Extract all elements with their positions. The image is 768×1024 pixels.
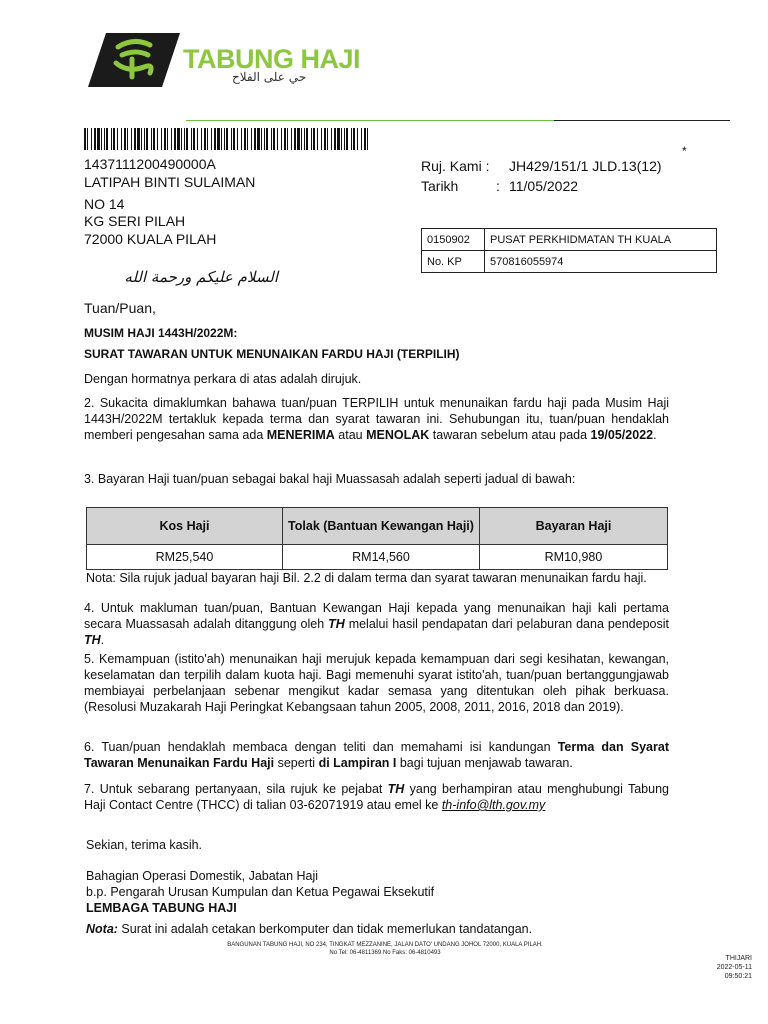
signatory-organization: LEMBAGA TABUNG HAJI (86, 901, 237, 915)
computer-note (86, 922, 532, 936)
paragraph-5: 5. Kemampuan (istito'ah) menunaikan haji merujuk kepada kemampuan dari segi kesihatan, kewangan, keselamatan dan terpilih dalam kuota haji. Bagi memenuhi syarat istito'ah, tuan/puan bertanggungjawab membiayai perbelanjaan sebenar mengikut kadar semasa yang ditentukan oleh pihak berkuasa. (Resolusi Muzakarah Haji Peringkat Kebangsaan tahun 2005, 2008, 2011, 2016, 2018 dan 2019). (84, 652, 669, 714)
lampiran-text: di Lampiran I (318, 756, 397, 770)
paragraph-text: yang berhampiran atau menghubungi Tabung Haji Contact Centre (THCC) di talian 03-62071919 atau emel ke (84, 782, 669, 812)
salam-calligraphy: السلام عليكم ورحمة الله (124, 268, 278, 286)
email-link[interactable]: th-info@lth.gov.my (441, 798, 546, 812)
greeting: Tuan/Puan, (84, 300, 156, 316)
ruj-label: Ruj. Kami : (421, 158, 490, 174)
column-header: Tolak (Bantuan Kewangan Haji) (283, 508, 480, 545)
paragraph-text: . (100, 633, 105, 647)
closing-text: Sekian, terima kasih. (86, 838, 203, 852)
intro-text: Dengan hormatnya perkara di atas adalah dirujuk. (84, 372, 362, 386)
table-header-row (87, 508, 668, 545)
paragraph-text: . (653, 428, 657, 442)
paragraph-text: seperti (274, 756, 319, 770)
th-text: TH (84, 633, 101, 647)
header-divider-black (554, 120, 730, 121)
tarikh-value: 11/05/2022 (509, 178, 579, 194)
signatory-title: b.p. Pengarah Urusan Kumpulan dan Ketua Pegawai Eksekutif (86, 885, 435, 899)
table-row (87, 545, 668, 570)
column-header: Kos Haji (87, 508, 283, 545)
heading-surat: SURAT TAWARAN UNTUK MENUNAIKAN FARDU HAJI (TERPILIH) (84, 347, 460, 361)
table-cell: RM25,540 (87, 545, 283, 570)
deadline-date: 19/05/2022 (590, 428, 654, 442)
table-cell: RM10,980 (480, 545, 668, 570)
paragraph-text: 6. Tuan/puan hendaklah membaca dengan teliti dan memahami isi kandungan (84, 740, 558, 754)
paragraph-2 (84, 395, 669, 443)
ruj-value: JH429/151/1 JLD.13(12) (509, 158, 662, 174)
tarikh-label: Tarikh (421, 178, 459, 194)
recipient-address-line3: 72000 KUALA PILAH (84, 231, 217, 247)
recipient-address-line1: NO 14 (84, 196, 125, 212)
brand-arabic-tagline: حي على الفلاح (232, 70, 307, 84)
recipient-name: LATIPAH BINTI SULAIMAN (84, 174, 256, 190)
menolak-text: MENOLAK (366, 428, 430, 442)
terma-syarat-text: Terma dan Syarat Tawaran Menunaikan Fardu Haji (84, 740, 669, 770)
paragraph-7 (84, 781, 669, 813)
paragraph-3: 3. Bayaran Haji tuan/puan sebagai bakal haji Muassasah adalah seperti jadual di bawah: (84, 472, 576, 486)
paragraph-text: bagi tujuan menjawab tawaran. (396, 756, 573, 770)
info-table (421, 228, 717, 273)
th-text: TH (328, 617, 345, 631)
barcode-icon (84, 128, 368, 150)
table-cell: RM14,560 (283, 545, 480, 570)
table-note: Nota: Sila rujuk jadual bayaran haji Bil. 2.2 di dalam terma dan syarat tawaran menunaikan fardu haji. (86, 571, 647, 585)
column-header: Bayaran Haji (480, 508, 668, 545)
nota-text: Surat ini adalah cetakan berkomputer dan tidak memerlukan tandatangan. (117, 922, 533, 936)
paragraph-text: 4. Untuk makluman tuan/puan, Bantuan Kewangan Haji kepada yang menunaikan haji kali pertama secara Muassasah adalah ditanggung oleh (84, 601, 669, 631)
paragraph-text: 7. Untuk sebarang pertanyaan, sila rujuk ke pejabat (84, 782, 388, 796)
paragraph-text: atau (334, 428, 367, 442)
paragraph-text: 2. Sukacita dimaklumkan bahawa tuan/puan TERPILIH untuk menunaikan fardu haji pada Musim Haji 1443H/2022M tertakluk kepada terma dan syarat tawaran ini. Sehubungan itu, tuan/puan hendaklah memberi pengesahan sama ada (84, 396, 669, 442)
table-row (422, 251, 717, 273)
footer-address: BANGUNAN TABUNG HAJI, NO 234, TINGKAT MEZZANINE, JALAN DATO' UNDANG JOHOL 72000, KUALA PILAH. (227, 942, 543, 948)
recipient-address-line2: KG SERI PILAH (84, 213, 186, 229)
table-cell: 0150902 (422, 229, 485, 251)
paragraph-text: melalui hasil pendapatan dari pelaburan dana pendeposit (344, 617, 669, 631)
th-text: TH (387, 782, 405, 796)
paragraph-6 (84, 739, 669, 771)
tarikh-colon: : (496, 178, 500, 194)
footer-phone: No Tel: 06-4811369 No Faks: 06-4810493 (329, 950, 441, 956)
table-row (422, 229, 717, 251)
footer-timestamp: 2022-05-11 09:50:21 (716, 964, 752, 980)
payment-table (86, 507, 668, 570)
table-cell: No. KP (422, 251, 485, 273)
signatory-department: Bahagian Operasi Domestik, Jabatan Haji (86, 869, 319, 883)
footer-user: THIJARI (725, 955, 752, 962)
tabung-haji-logo-icon (88, 33, 180, 87)
brand-name: TABUNG HAJI (183, 44, 361, 74)
table-cell: 570816055974 (485, 251, 717, 273)
table-cell: PUSAT PERKHIDMATAN TH KUALA (485, 229, 717, 251)
paragraph-4 (84, 600, 669, 648)
asterisk-mark: * (682, 144, 687, 158)
nota-label: Nota: (86, 922, 118, 936)
menerima-text: MENERIMA (266, 428, 335, 442)
paragraph-text: tawaran sebelum atau pada (429, 428, 591, 442)
heading-musim: MUSIM HAJI 1443H/2022M: (84, 326, 238, 340)
header-divider-green (186, 120, 554, 121)
recipient-id: 1437111200490000A (84, 156, 216, 172)
